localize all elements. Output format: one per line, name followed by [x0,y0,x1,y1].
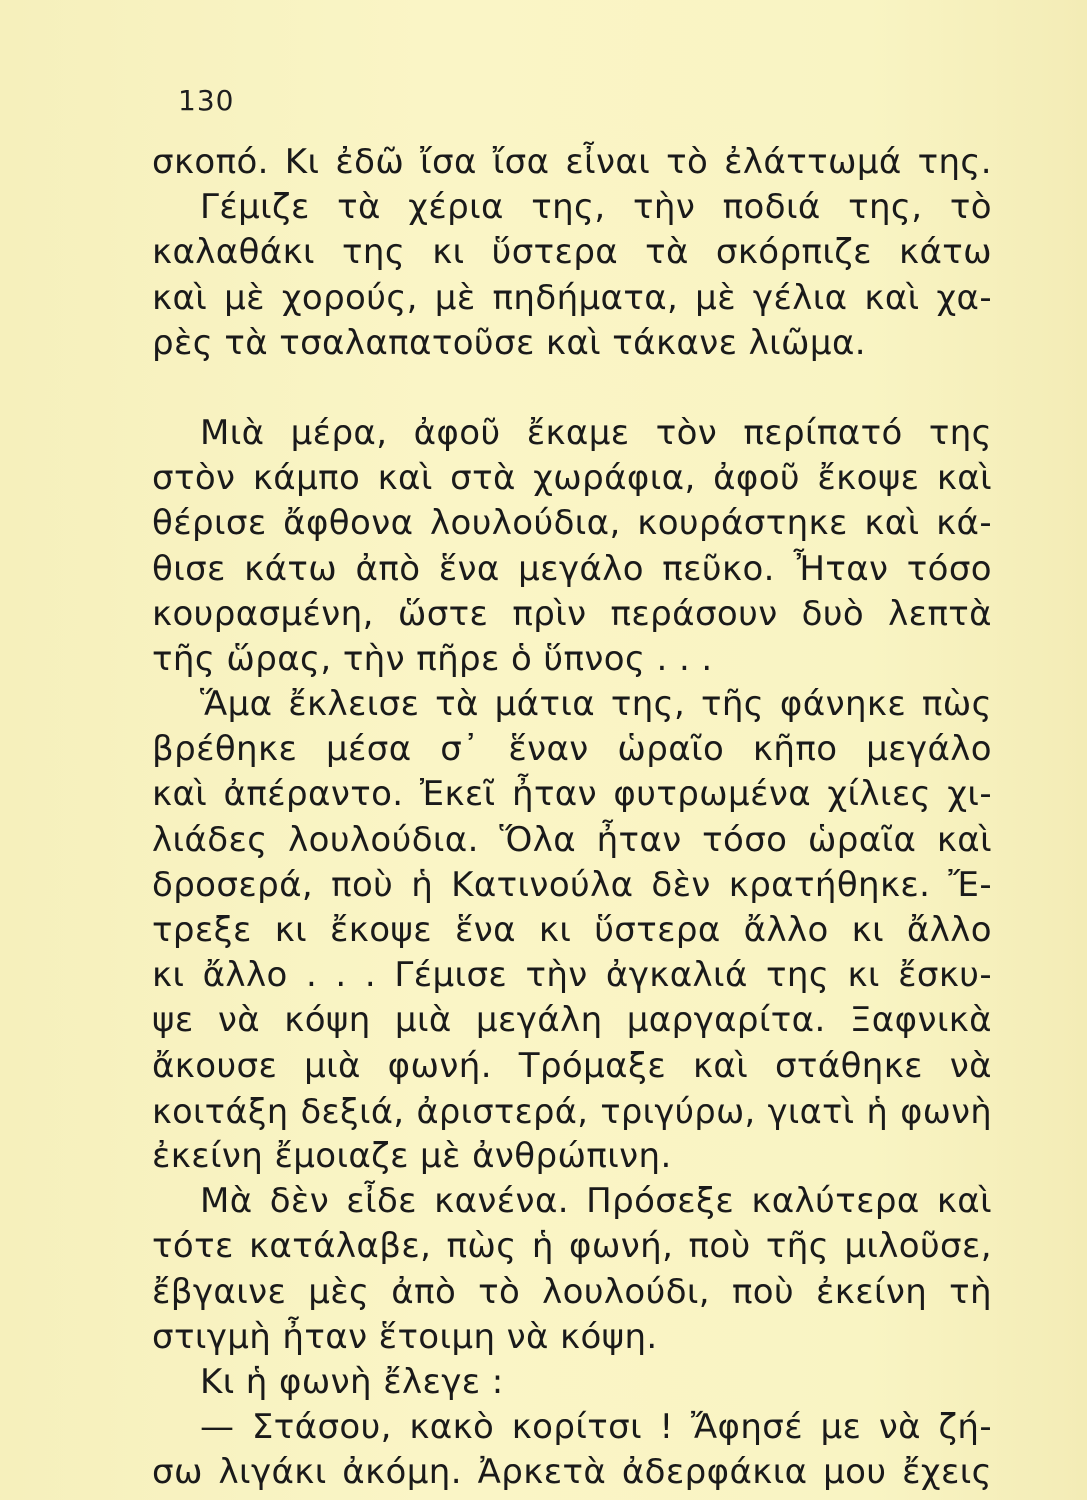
text-line: καὶ ἀπέραντο. Ἐκεῖ ἦταν φυτρωμένα χίλιες χι- [152,774,992,815]
text-line: σκοπό. Κι ἐδῶ ἴσα ἴσα εἶναι τὸ ἐλάττωμά της. [152,142,992,182]
text-line: Κι ἡ φωνὴ ἔλεγε : [200,1361,504,1402]
text-line: δροσερά, ποὺ ἡ Κατινούλα δὲν κρατήθηκε. Ἔ- [152,864,992,905]
text-line: κοιτάξη δεξιά, ἀριστερά, τριγύρω, γιατὶ ἡ φωνὴ [152,1091,992,1131]
text-line: τότε κατάλαβε, πὼς ἡ φωνή, ποὺ τῆς μιλοῦσε, [152,1226,992,1267]
text-line: Μὰ δὲν εἶδε κανένα. Πρόσεξε καλύτερα καὶ [200,1181,992,1222]
text-line: ρὲς τὰ τσαλαπατοῦσε καὶ τάκανε λιῶμα. [152,322,866,363]
text-line: ἔβγαινε μὲς ἀπὸ τὸ λουλούδι, ποὺ ἐκείνη τὴ [152,1271,992,1312]
text-line: στὸν κάμπο καὶ στὰ χωράφια, ἀφοῦ ἔκοψε καὶ [152,458,992,499]
text-line: τῆς ὥρας, τὴν πῆρε ὁ ὕπνος . . . [152,638,713,679]
text-line: θέρισε ἄφθονα λουλούδια, κουράστηκε καὶ κά- [152,503,992,544]
text-line: βρέθηκε μέσα σ᾽ ἕναν ὡραῖο κῆπο μεγάλο [152,729,992,770]
text-line: Ἅμα ἔκλεισε τὰ μάτια της, τῆς φάνηκε πὼς [200,684,992,725]
text-line: καὶ μὲ χορούς, μὲ πηδήματα, μὲ γέλια καὶ χα- [152,277,992,318]
page-number: 130 [178,84,235,117]
text-line: κι ἄλλο . . . Γέμισε τὴν ἀγκαλιά της κι ἔσκυ- [152,955,992,996]
body-text [152,140,992,1495]
text-line: ἄκουσε μιὰ φωνή. Τρόμαξε καὶ στάθηκε νὰ [152,1045,992,1086]
paragraph-gap [152,366,992,411]
text-line: στιγμὴ ἦταν ἕτοιμη νὰ κόψη. [152,1316,658,1357]
text-line: — Στάσου, κακὸ κορίτσι ! Ἄφησέ με νὰ ζή- [200,1407,992,1448]
text-line: ψε νὰ κόψη μιὰ μεγάλη μαργαρίτα. Ξαφνικὰ [152,1000,992,1041]
text-line: θισε κάτω ἀπὸ ἕνα μεγάλο πεῦκο. Ἦταν τόσο [152,548,992,589]
text-line: καλαθάκι της κι ὕστερα τὰ σκόρπιζε κάτω [152,232,992,273]
text-line: Μιὰ μέρα, ἀφοῦ ἔκαμε τὸν περίπατό της [200,412,992,453]
text-line: Γέμιζε τὰ χέρια της, τὴν ποδιά της, τὸ [200,187,992,228]
text-line: κουρασμένη, ὥστε πρὶν περάσουν δυὸ λεπτὰ [152,593,992,634]
text-line: σω λιγάκι ἀκόμη. Ἀρκετὰ ἀδερφάκια μου ἔχεις [152,1452,992,1493]
text-line: τρεξε κι ἔκοψε ἕνα κι ὕστερα ἄλλο κι ἄλλο [152,910,992,950]
text-line: ἐκείνη ἔμοιαζε μὲ ἀνθρώπινη. [152,1135,672,1176]
text-line: λιάδες λουλούδια. Ὅλα ἦταν τόσο ὡραῖα καὶ [152,819,992,860]
